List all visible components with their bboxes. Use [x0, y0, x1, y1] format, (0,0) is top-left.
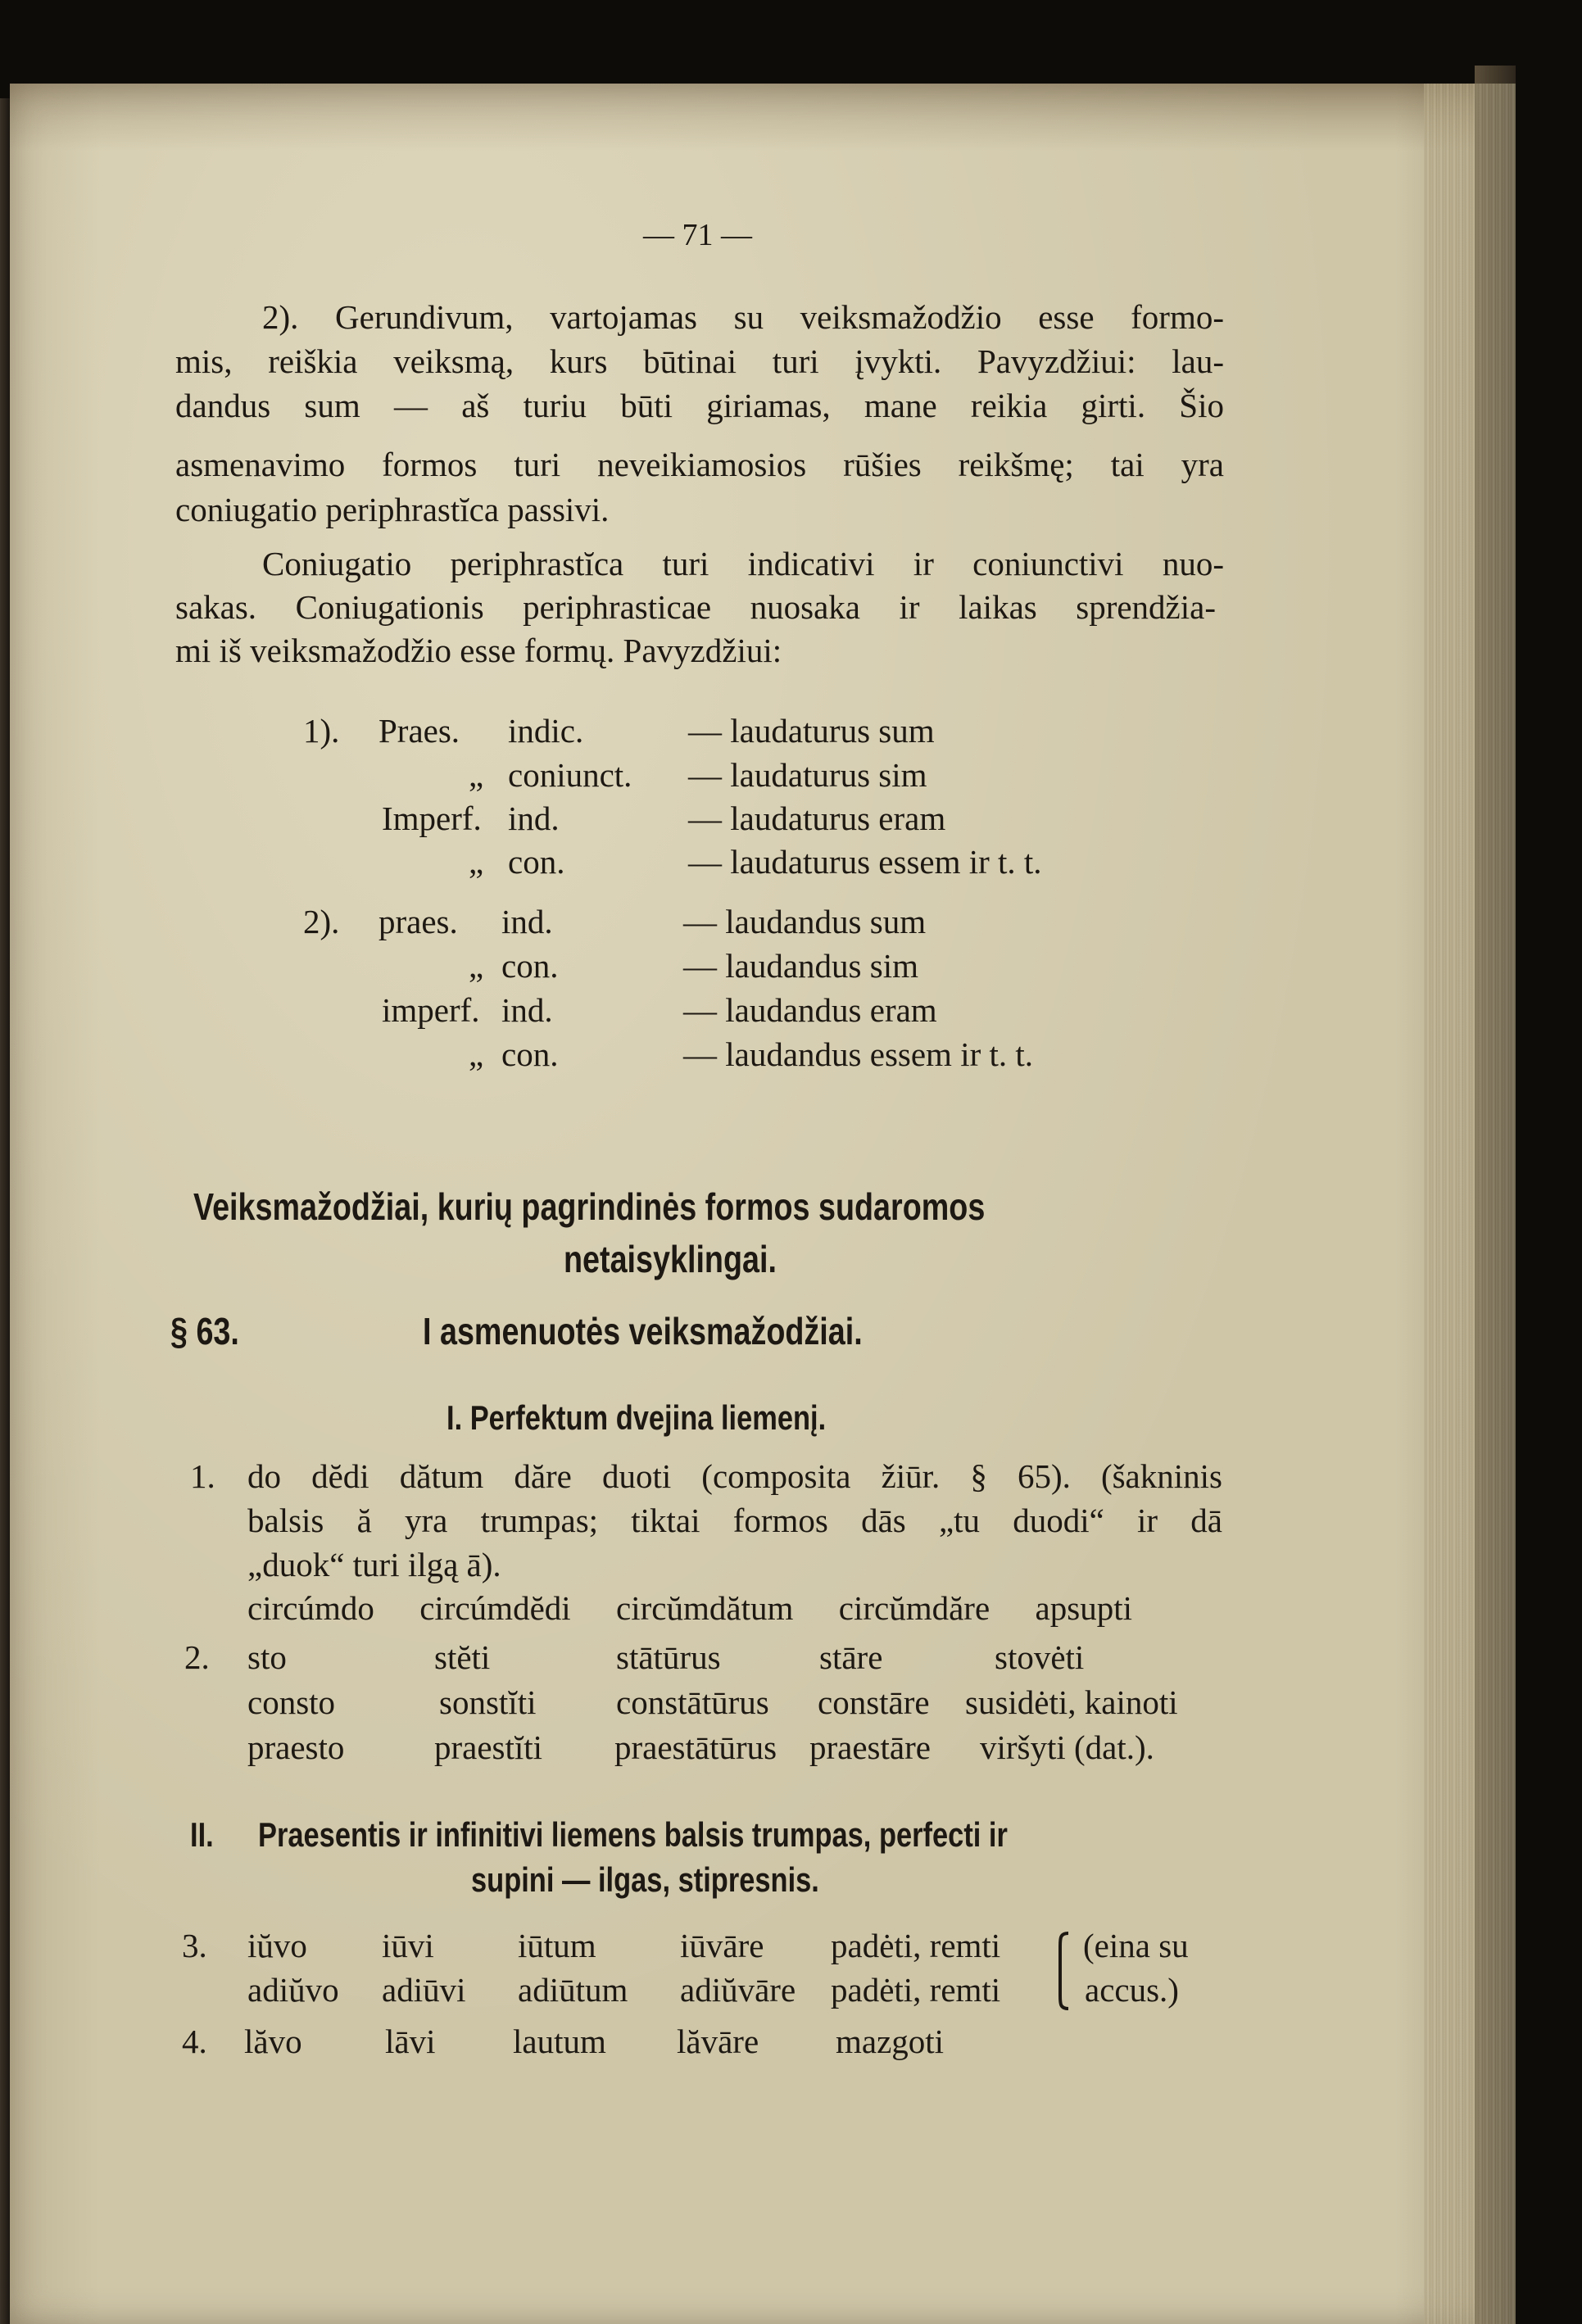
conj-form: — laudaturus sum	[688, 712, 935, 750]
verb-present: consto	[247, 1683, 336, 1721]
verb-meaning: stovėti	[995, 1638, 1085, 1676]
page-number: — 71 —	[643, 218, 752, 252]
verb-meaning: padėti, remti	[831, 1971, 1001, 2009]
item-3-number: 3.	[182, 1927, 207, 1964]
verb-perfect: adiūvi	[382, 1971, 466, 2009]
item-1-number: 1.	[190, 1457, 215, 1495]
conj-tense: „	[469, 947, 484, 985]
item-1-line-4: circúmdo circúmdĕdi circŭmdătum circŭmdăre apsupti	[247, 1589, 1132, 1627]
conj-tense: Praes.	[379, 712, 460, 750]
verb-present: adiŭvo	[247, 1971, 339, 2009]
conj-tense: „	[469, 1035, 484, 1073]
intro-line-3: dandus sum — aš turiu būti giriamas, mane reikia girti. Šio	[175, 387, 1224, 424]
intro-line-1: 2). Gerundivum, vartojamas su veiksmažodžio esse formo-	[262, 298, 1224, 336]
conj-tense: imperf.	[382, 991, 480, 1029]
conj-mood: ind.	[501, 991, 553, 1029]
item-1-line-1: do dĕdi dătum dăre duoti (composita žiūr. § 65). (šakninis	[247, 1457, 1222, 1495]
verb-present: iŭvo	[247, 1927, 307, 1964]
para2-line-3: mi iš veiksmažodžio esse formų. Pavyzdžiui:	[175, 632, 782, 669]
subsection-2-number: II.	[190, 1815, 214, 1854]
conj-num: 1).	[303, 712, 340, 750]
verb-perfect: sonstĭti	[439, 1683, 537, 1721]
conj-tense: Imperf.	[382, 800, 482, 837]
verb-supine: constātūrus	[616, 1683, 769, 1721]
verb-perfect: lāvi	[385, 2023, 436, 2060]
conj-mood: con.	[501, 1035, 559, 1073]
verb-meaning: viršyti (dat.).	[980, 1728, 1154, 1766]
para2-line-1: Coniugatio periphrastĭca turi indicativi ir coniunctivi nuo-	[262, 545, 1224, 582]
para2-line-2: sakas. Coniugationis periphrasticae nuosaka ir laikas sprendžia-	[175, 588, 1216, 626]
verb-perfect: stĕti	[434, 1638, 491, 1676]
section-heading-line-1: Veiksmažodžiai, kurių pagrindinės formos sudaromos	[193, 1185, 986, 1228]
verb-infinitive: iūvāre	[680, 1927, 764, 1964]
brace-icon	[1050, 1930, 1075, 2012]
verb-infinitive: stāre	[819, 1638, 883, 1676]
verb-supine: iūtum	[518, 1927, 596, 1964]
verb-perfect: iūvi	[382, 1927, 434, 1964]
item-3-note-line-2: accus.)	[1085, 1971, 1179, 2009]
item-1-line-3: „duok“ turi ilgą ā).	[247, 1546, 501, 1583]
conj-form: — laudandus sim	[683, 947, 918, 985]
intro-line-4: asmenavimo formos turi neveikiamosios rūšies reikšmę; tai yra	[175, 446, 1224, 483]
verb-meaning: susidėti, kainoti	[965, 1683, 1178, 1721]
conj-tense: „	[469, 756, 484, 794]
conj-form: — laudaturus essem ir t. t.	[688, 843, 1042, 881]
conj-form: — laudaturus sim	[688, 756, 927, 794]
conj-form: — laudandus sum	[683, 903, 927, 940]
verb-present: praesto	[247, 1728, 345, 1766]
section-heading-line-2: netaisyklingai.	[564, 1238, 777, 1280]
conj-mood: indic.	[508, 712, 584, 750]
verb-supine: stātūrus	[616, 1638, 721, 1676]
item-4-number: 4.	[182, 2023, 207, 2060]
verb-meaning: mazgoti	[836, 2023, 945, 2060]
item-2-number: 2.	[184, 1638, 210, 1676]
verb-meaning: padėti, remti	[831, 1927, 1001, 1964]
conj-mood: coniunct.	[508, 756, 632, 794]
conj-tense: „	[469, 843, 484, 881]
conj-tense: praes.	[379, 903, 458, 940]
conj-mood: con.	[508, 843, 565, 881]
verb-infinitive: praestāre	[809, 1728, 931, 1766]
section-title: I asmenuotės veiksmažodžiai.	[423, 1310, 863, 1352]
verb-supine: praestātūrus	[614, 1728, 777, 1766]
conj-mood: ind.	[508, 800, 560, 837]
intro-line-5: coniugatio periphrastĭca passivi.	[175, 491, 610, 528]
conj-num: 2).	[303, 903, 340, 940]
verb-infinitive: adiŭvāre	[680, 1971, 796, 2009]
verb-infinitive: lăvāre	[677, 2023, 759, 2060]
conj-mood: con.	[501, 947, 559, 985]
verb-perfect: praestĭti	[434, 1728, 543, 1766]
intro-line-2: mis, reiškia veiksmą, kurs būtinai turi įvykti. Pavyzdžiui: lau-	[175, 342, 1224, 380]
conj-form: — laudandus eram	[683, 991, 937, 1029]
subsection-2-title-line-1: Praesentis ir infinitivi liemens balsis trumpas, perfecti ir	[258, 1815, 1008, 1854]
conj-form: — laudandus essem ir t. t.	[683, 1035, 1034, 1073]
conj-mood: ind.	[501, 903, 553, 940]
section-number: § 63.	[170, 1310, 239, 1352]
verb-infinitive: constāre	[818, 1683, 930, 1721]
subsection-2-title-line-2: supini — ilgas, stipresnis.	[471, 1860, 819, 1899]
verb-supine: adiūtum	[518, 1971, 628, 2009]
verb-supine: lautum	[513, 2023, 606, 2060]
verb-present: lăvo	[244, 2023, 302, 2060]
item-1-line-2: balsis ă yra trumpas; tiktai formos dās „tu duodi“ ir dā	[247, 1502, 1222, 1539]
verb-present: sto	[247, 1638, 287, 1676]
item-3-note-line-1: (eina su	[1083, 1927, 1189, 1964]
conj-form: — laudaturus eram	[688, 800, 946, 837]
subsection-1-title: I. Perfektum dvejina liemenį.	[446, 1398, 827, 1437]
